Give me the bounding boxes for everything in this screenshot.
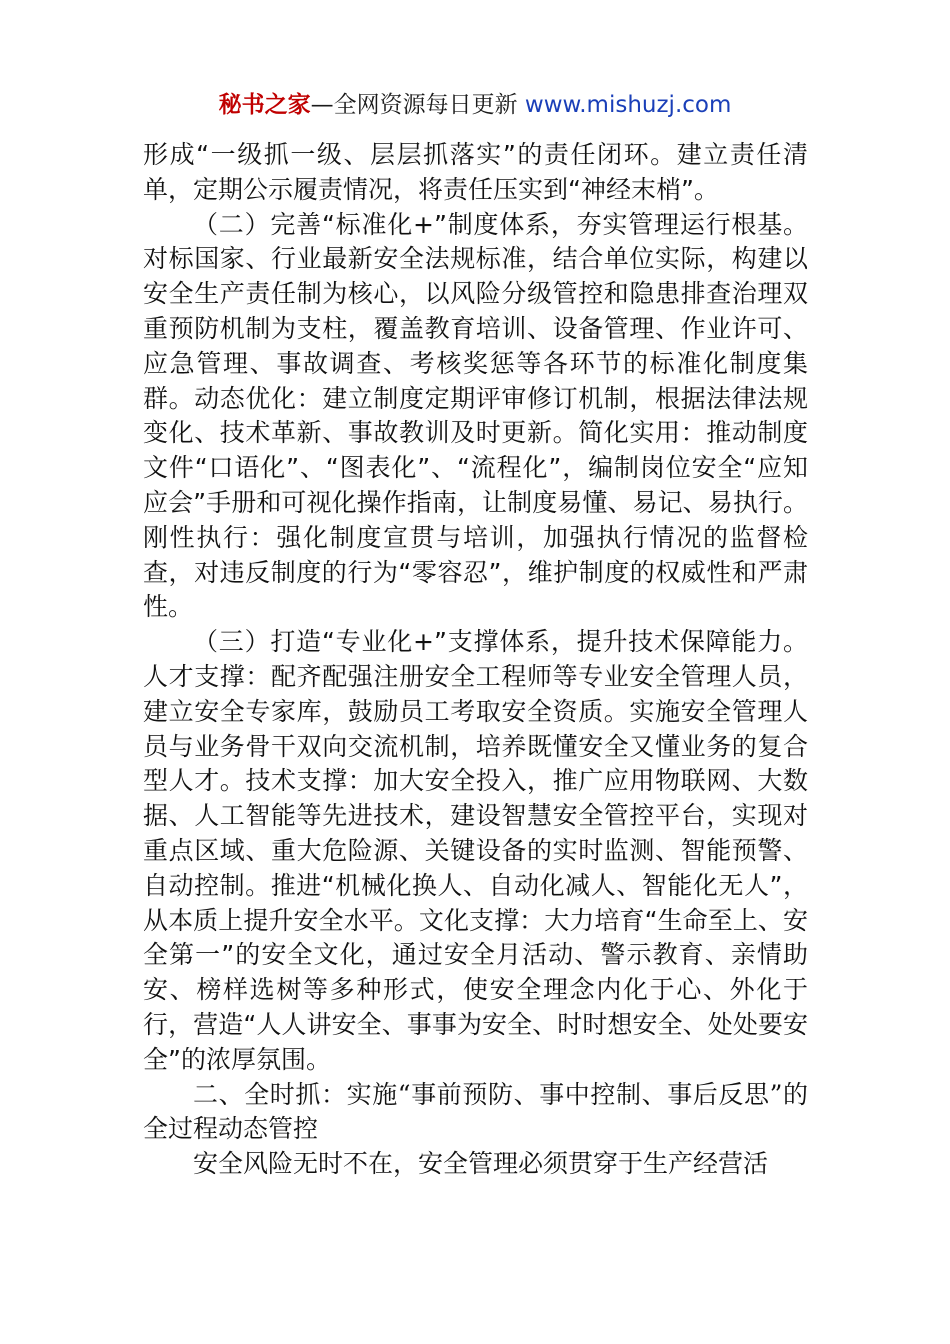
- header-brand: 秘书之家: [218, 92, 311, 118]
- paragraph-section-intro: 安全风险无时不在，安全管理必须贯穿于生产经营活: [193, 1149, 769, 1179]
- section-heading: 二、全时抓：实施“事前预防、事中控制、事后反思”的全过程动态管控: [143, 1079, 808, 1144]
- document-body: [143, 138, 808, 1182]
- header-tagline: —全网资源每日更新: [310, 92, 525, 118]
- page-header: [0, 88, 950, 122]
- paragraph-section-2: （二）完善“标准化+”制度体系，夯实管理运行根基。对标国家、行业最新安全法规标准，结合单位实际，构建以安全生产责任制为核心，以风险分级管控和隐患排查治理双重预防机制为支柱，覆盖教育培训、设备管理、作业许可、应急管理、事故调查、考核奖惩等各环节的标准化制度集群。动态优化：建立制度定期评审修订机制，根据法律法规变化、技术革新、事故教训及时更新。简化实用：推动制度文件“口语化”、“图表化”、“流程化”，编制岗位安全“应知应会”手册和可视化操作指南，让制度易懂、易记、易执行。刚性执行：强化制度宣贯与培训，加强执行情况的监督检查，对违反制度的行为“零容忍”，维护制度的权威性和严肃性。: [143, 209, 808, 622]
- header-site-link[interactable]: www.mishuzj.com: [524, 92, 732, 118]
- paragraph-continued: 形成“一级抓一级、层层抓落实”的责任闭环。建立责任清单，定期公示履责情况，将责任压实到“神经末梢”。: [143, 140, 808, 204]
- paragraph-section-3: （三）打造“专业化+”支撑体系，提升技术保障能力。人才支撑：配齐配强注册安全工程师等专业安全管理人员，建立安全专家库，鼓励员工考取安全资质。实施安全管理人员与业务骨干双向交流机制，培养既懂安全又懂业务的复合型人才。技术支撑：加大安全投入，推广应用物联网、大数据、人工智能等先进技术，建设智慧安全管控平台，实现对重点区域、重大危险源、关键设备的实时监测、智能预警、自动控制。推进“机械化换人、自动化减人、智能化无人”，从本质上提升安全水平。文化支撑：大力培育“生命至上、安全第一”的安全文化，通过安全月活动、警示教育、亲情助安、榜样选树等多种形式，使安全理念内化于心、外化于行，营造“人人讲安全、事事为安全、时时想安全、处处要安全”的浓厚氛围。: [143, 627, 808, 1074]
